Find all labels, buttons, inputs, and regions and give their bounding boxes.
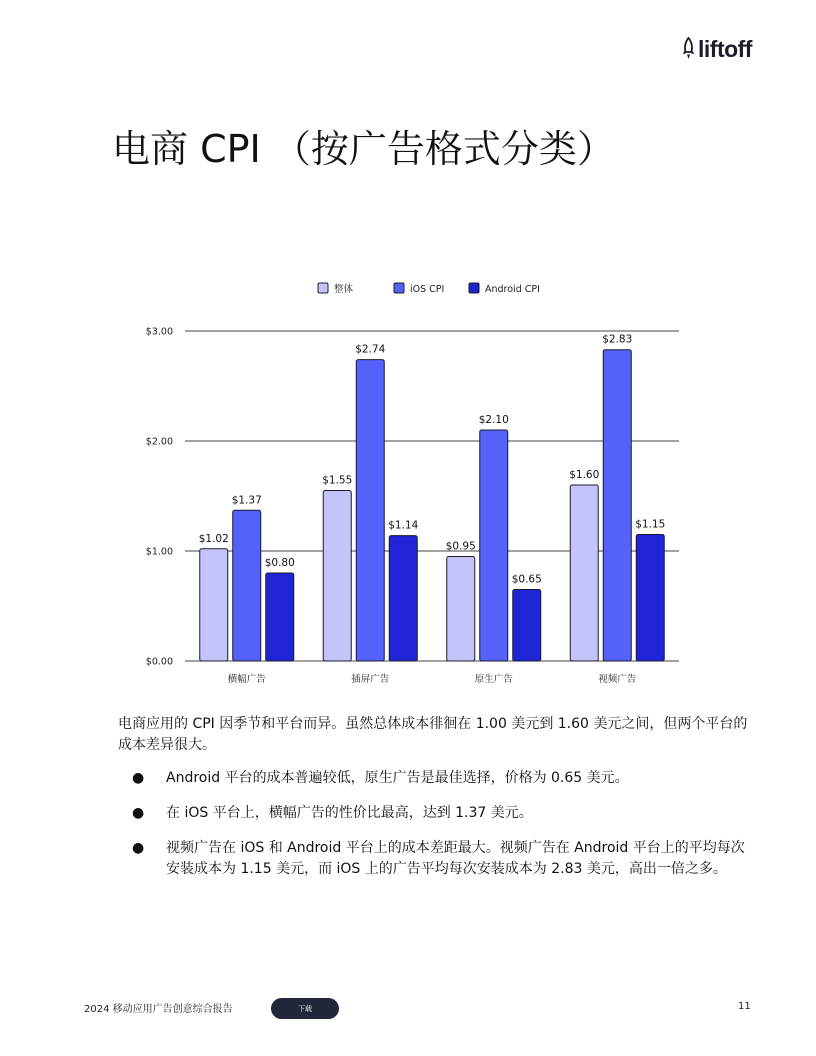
page-title: 电商 CPI （按广告格式分类） [112,127,615,171]
data-label: $1.60 [569,469,600,481]
bullet-text: 在 iOS 平台上，横幅广告的性价比最高，达到 1.37 美元。 [166,805,533,821]
bullet-text: 视频广告在 iOS 和 Android 平台上的成本差距最大。视频广告在 Android 平台上的平均每次安装成本为 1.15 美元，而 iOS 上的广告平均每次安装成本为 2.83 美元，高出一倍之多。 [166,840,745,877]
bar [200,549,228,661]
legend-swatch [394,283,404,293]
summary-text: 电商应用的 CPI 因季节和平台而异。虽然总体成本徘徊在 1.00 美元到 1.60 美元之间，但两个平台的成本差异很大。 [118,716,748,753]
bar [266,573,294,661]
data-label: $1.02 [198,532,229,545]
legend-swatch [318,283,328,293]
bullet-item [118,838,754,880]
bar [570,485,598,661]
rocket-icon [682,37,695,61]
data-label: $1.37 [231,494,262,507]
brand-name: liftoff [698,35,752,62]
data-label: $2.74 [355,343,386,356]
legend-label: iOS CPI [410,284,445,295]
bar [233,510,261,661]
legend-label: Android CPI [485,284,540,295]
bar [356,360,384,661]
bullet-item [118,768,754,789]
bar [480,430,508,661]
x-tick-label: 原生广告 [474,674,513,685]
bullet-item [118,803,754,824]
data-label: $1.15 [635,518,666,531]
download-button[interactable]: 下载 [271,998,339,1019]
bullet-text: Android 平台的成本普遍较低，原生广告是最佳选择，价格为 0.65 美元。 [166,770,629,786]
legend-swatch [469,283,479,293]
x-tick-label: 视频广告 [598,674,637,685]
data-label: $1.14 [388,519,419,532]
page-number: 11 [738,1001,751,1012]
bar [636,535,664,662]
liftoff-logo [682,34,752,64]
x-tick-label: 插屏广告 [351,674,390,685]
bar [603,350,631,661]
data-label: $2.10 [478,414,509,426]
bar-chart [0,270,816,700]
bullet-marker: ● [132,770,145,786]
y-tick-label: $0.00 [145,656,173,668]
report-title: 2024 移动应用广告创意综合报告 [84,1004,233,1015]
bar [389,536,417,661]
bullet-marker: ● [132,805,145,821]
data-label: $0.65 [511,573,542,586]
y-tick-label: $1.00 [145,546,173,558]
y-tick-label: $2.00 [145,436,173,448]
bar [447,557,475,662]
bar [513,590,541,662]
data-label: $0.80 [264,557,295,569]
bullet-marker: ● [132,840,145,856]
legend-label: 整体 [334,284,354,295]
bar [323,491,351,662]
y-tick-label: $3.00 [145,326,173,338]
data-label: $2.83 [602,333,633,346]
data-label: $0.95 [445,540,476,553]
data-label: $1.55 [322,474,353,487]
x-tick-label: 横幅广告 [227,674,266,685]
